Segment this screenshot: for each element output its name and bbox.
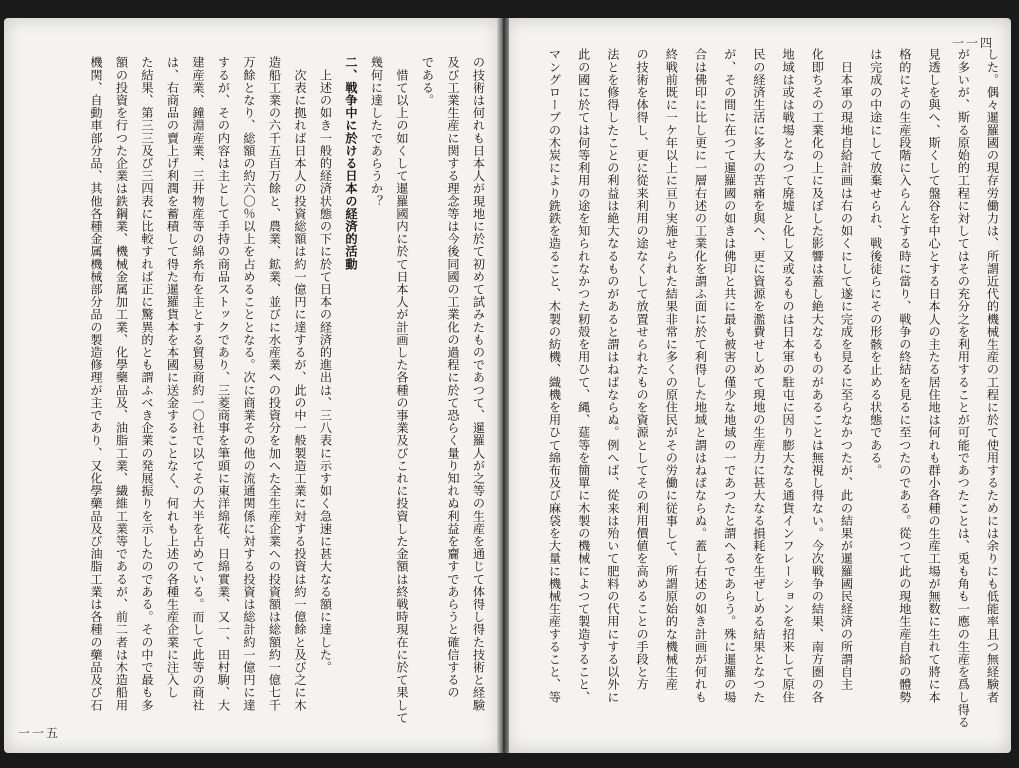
- right-page-text-line: が、その間に在つて暹羅國の如きは佛印と共に最も被害の僅少な地域の一であつたと謂へるであらう。殊に暹羅の場: [722, 48, 737, 704]
- right-page-text-line: 合は佛印に比し更に一層右述の工業化を謂ふ面に於て利得した地域と謂はねばならぬ。蓋し右述の如き計画が何れも: [693, 48, 708, 704]
- left-page-number: 一一五: [18, 726, 61, 740]
- right-page-text-line: 民の経済生活に多大の苦痛を與へ、更に資源を濫費せしめて現地の生産力に甚大なる損耗を生ぜしめる結果となつた: [751, 48, 766, 704]
- left-page-text-line: 惜て以上の如くして暹羅國内に於て日本人が計画した各種の事業及びこれに投資した金額は終戦時現在に於て果して: [395, 56, 409, 724]
- right-page-text-line: 此の國に於ては何等利用の途を知られなかつた籾殻を用ひて、縄、莚等を簡單に木製の機械によつて製造すること、: [576, 48, 591, 704]
- right-page-text-line: 終戦前既に一ケ年以上に亘り実施せられた結果非常に多くの原住民がその労働に従事して、所謂原始的な機械生産: [664, 48, 679, 691]
- left-page-text-line: 及び工業生産に関する理念等は今後同國の工業化の過程に於て恐らく量り知れぬ利益を齎すであらうと確信するの: [446, 56, 460, 699]
- right-page-text-line: 見透しを與へ、斯くして盤谷を中心とする日本人の主たる居住地は何れも群小各種の生産工場が無数に生れて將に本: [927, 48, 942, 704]
- left-page-text-line: である。: [420, 56, 435, 107]
- left-page-text-line: た結果、第三三及び三四表に比較すれば正に驚異的とも謂ふべき企業の発展振りを示したのである。その中で最も多: [140, 56, 154, 712]
- left-page-text-line: の技術は何れも日本人が現地に於て初めて試みたものであつて、暹羅人が之等の生産を通じて体得し得た技術と経験: [471, 56, 486, 712]
- left-page-text-line: 建産業、鐘淵産業、三井物産等の綿糸布を主とする貿易商約一〇社で以てその大半を占めている。而して此等の商社: [191, 56, 205, 712]
- right-page-text-line: 地域は或は戦場となつて廃墟と化し又或るものは日本軍の駐屯に因り膨大なる通貨インフレーションを招来して原住: [781, 48, 796, 704]
- left-page-text-line: 次表に拠れば日本人の投資総額は約一億円に達するが、此の中一般製造工業に対する投資は約一億餘と及び之に木: [293, 56, 307, 712]
- left-page-text-line: 万餘となり、総額の約六〇％以上を占めることとなる。次に商業その他の流通関係に対する投資は総計約一億円に達: [242, 56, 256, 712]
- right-page-text-line: 格的にその生産段階に入らんとする時に當り、戦争の終結を見るに至つたのである。從つて此の現地生産自給の體勢: [897, 48, 912, 704]
- left-page-text-line: 額の投資を行つた企業は鉄鋼業、機械金属加工業、化學藥品及、油脂工業、繊維工業等であるが、前二者は木造船用: [114, 56, 129, 712]
- right-page-text-line: 化即ちその工業化の上に及ぼした影響は蓋し絶大なるものがあることは無視し得ない。今次戦争の結果、南方圏の各: [810, 48, 825, 704]
- left-page-text-line: 上述の如き一般的経済状態の下に於て日本の経済的進出は、三八表に示す如く急速に甚大なる額に達した。: [318, 56, 333, 674]
- right-page-number: 一一四: [952, 36, 995, 50]
- left-page-text-line: は、右商品の賣上げ利潤を蓄積して得た暹羅貨本を本國に送金することなく、何れも上述の各種生産企業に注入し: [165, 56, 180, 699]
- left-page-text-line: 二、戦争中に於ける日本の経済的活動: [344, 56, 358, 271]
- right-page-text-line: マングローブの木炭により銑鉄を造ること、木製の紡機、織機を用ひて綿布及び麻袋を大量に機械生産すること、等: [547, 48, 562, 704]
- right-page-text-line: した。偶々暹羅國の現存労働力は、所謂近代的機械生産の工程に於て使用するためには余りにも低能率且つ無経験者: [985, 48, 1000, 704]
- left-page-text-line: 幾何に達したであらうか？: [369, 56, 384, 208]
- right-page-text-line: 日本軍の現地自給計画は右の如くにして遂に完成を見るに至らなかつたが、此の結果が暹羅國民経済の所謂自主: [839, 48, 854, 691]
- right-page-text-line: の技術を体得し、更に從来利用の途なくして放置せられたものを資源としてその利用價値を高めることの手段と方: [635, 48, 650, 691]
- right-page-text-line: 法とを修得したことの利益は絶大なるものがあると謂はねばならぬ。例へば、從来は殆いて肥料の代用にする以外に: [605, 48, 620, 704]
- right-page-text-line: は完成の中途にして放棄せられ、戦後徒らにその形骸を止める状態である。: [868, 48, 883, 477]
- left-page-text-line: 造船工業の六千五百万餘と、農業、鉱業、並びに水産業への投資分を加へた全生産企業への投資額は総額約一億七千: [267, 56, 282, 712]
- left-page-text-line: 機関、自動車部分品、其他各種金属機械部分品の製造修理が主であり、又化學藥品及び油脂工業は各種の藥品及び石: [89, 56, 103, 712]
- right-page-text-line: が多いが、斯る原始的工程に対してはその充分之を利用することが可能であつたことは、兎も角も一應の生産を爲し得る: [956, 48, 971, 729]
- book-gutter: [497, 18, 509, 753]
- left-page-text-line: するが、その内容は主として手持の商品ストックであり、三菱商事を筆頭に東洋綿花、日綿實業、又一、田村駒、大: [216, 56, 231, 712]
